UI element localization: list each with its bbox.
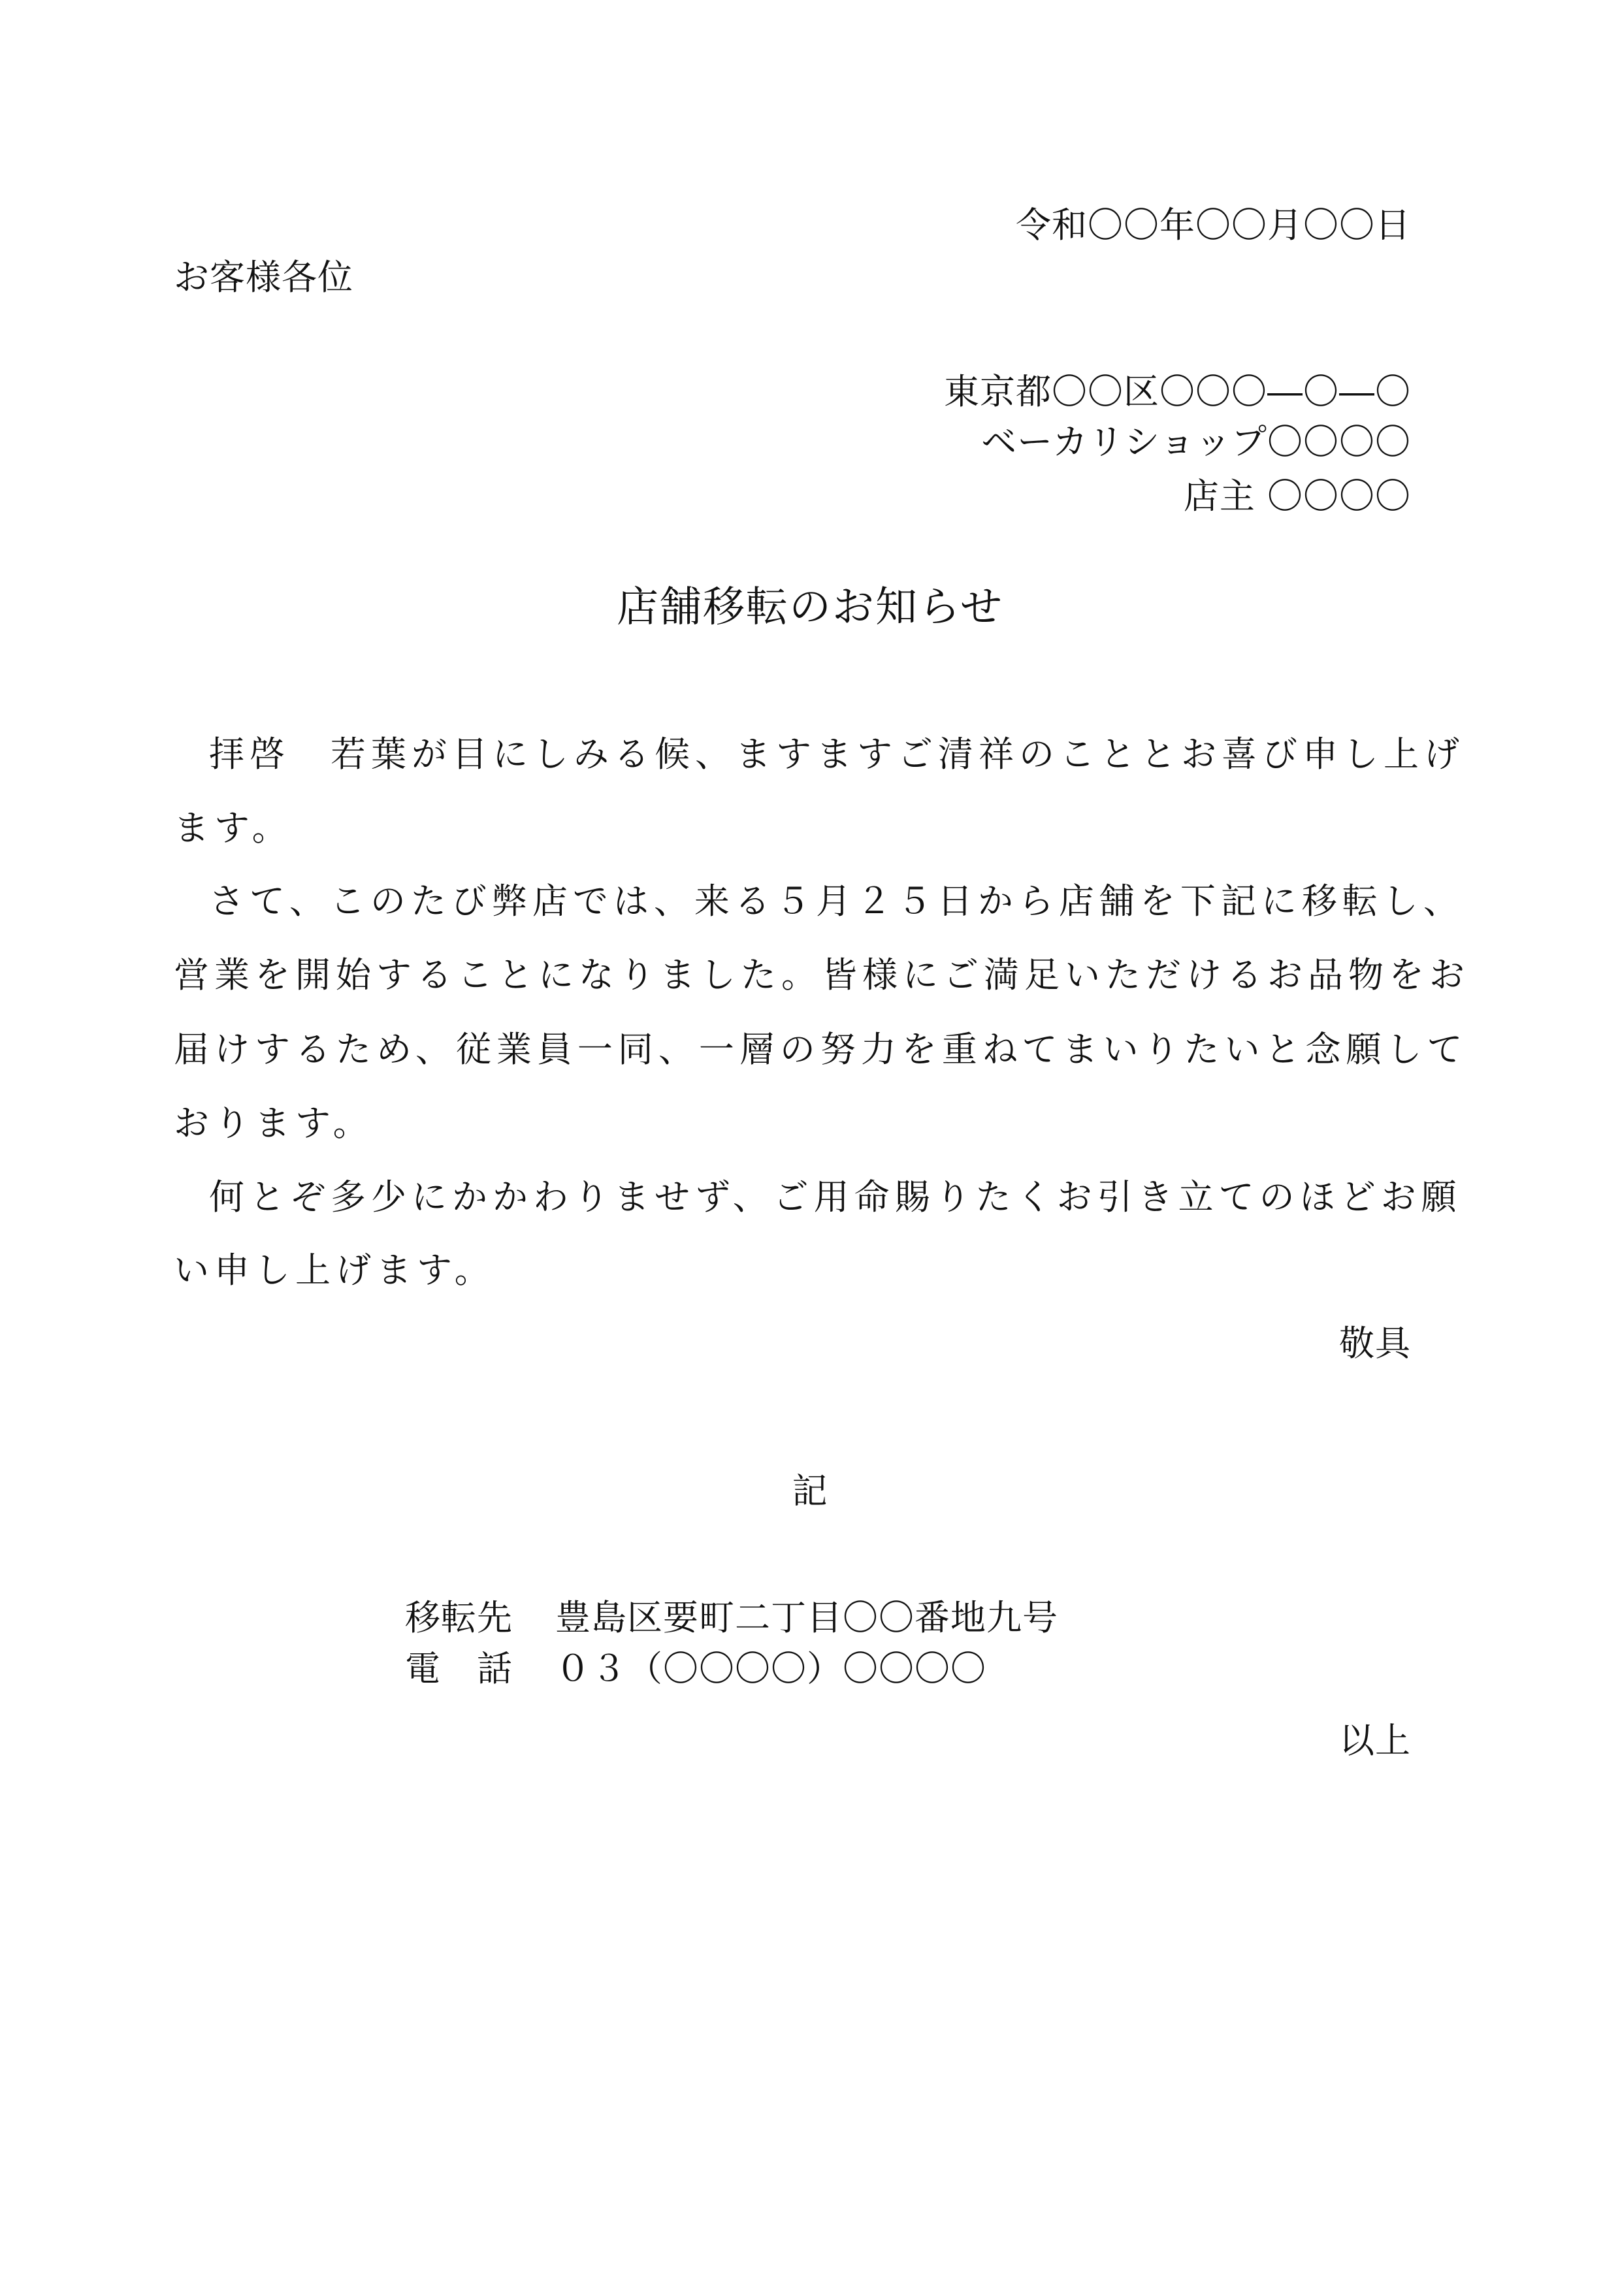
body-line-8: い申し上げます。 <box>174 1250 495 1291</box>
body-line-4: 営業を開始することになりました。皆様にご満足いただけるお品物をお <box>174 954 1470 995</box>
body-line-6: おります。 <box>174 1103 374 1144</box>
detail-label-phone: 電 話 <box>405 1648 513 1689</box>
closing: 敬具 <box>1339 1323 1411 1364</box>
recipient: お客様各位 <box>174 257 353 298</box>
notes-heading: 記 <box>792 1470 828 1512</box>
body-line-2: ます。 <box>174 807 293 849</box>
body-line-3: さて、このたび弊店では、来る５月２５日から店舗を下記に移転し、 <box>209 881 1464 922</box>
body-line-7: 何とぞ多少にかかわりませず、ご用命賜りたくお引き立てのほどお願 <box>209 1176 1462 1218</box>
body-line-5: 届けするため、従業員一同、一層の努力を重ねてまいりたいと念願して <box>174 1029 1468 1070</box>
detail-value-address: 豊島区要町二丁目〇〇番地九号 <box>555 1597 1058 1638</box>
detail-value-phone: ０３（〇〇〇〇）〇〇〇〇 <box>555 1648 986 1689</box>
sender-owner: 店主 〇〇〇〇 <box>1183 476 1411 517</box>
sender-address: 東京都〇〇区〇〇〇―〇―〇 <box>944 371 1411 412</box>
document-title: 店舗移転のお知らせ <box>616 583 1004 632</box>
sender-shop: ベーカリショップ〇〇〇〇 <box>981 421 1411 462</box>
date: 令和〇〇年〇〇月〇〇日 <box>1016 204 1411 246</box>
detail-label-address: 移転先 <box>405 1597 513 1638</box>
body-line-1: 拝啓 若葉が目にしみる候、ますますご清祥のこととお喜び申し上げ <box>209 734 1465 775</box>
end-mark: 以上 <box>1339 1720 1411 1761</box>
